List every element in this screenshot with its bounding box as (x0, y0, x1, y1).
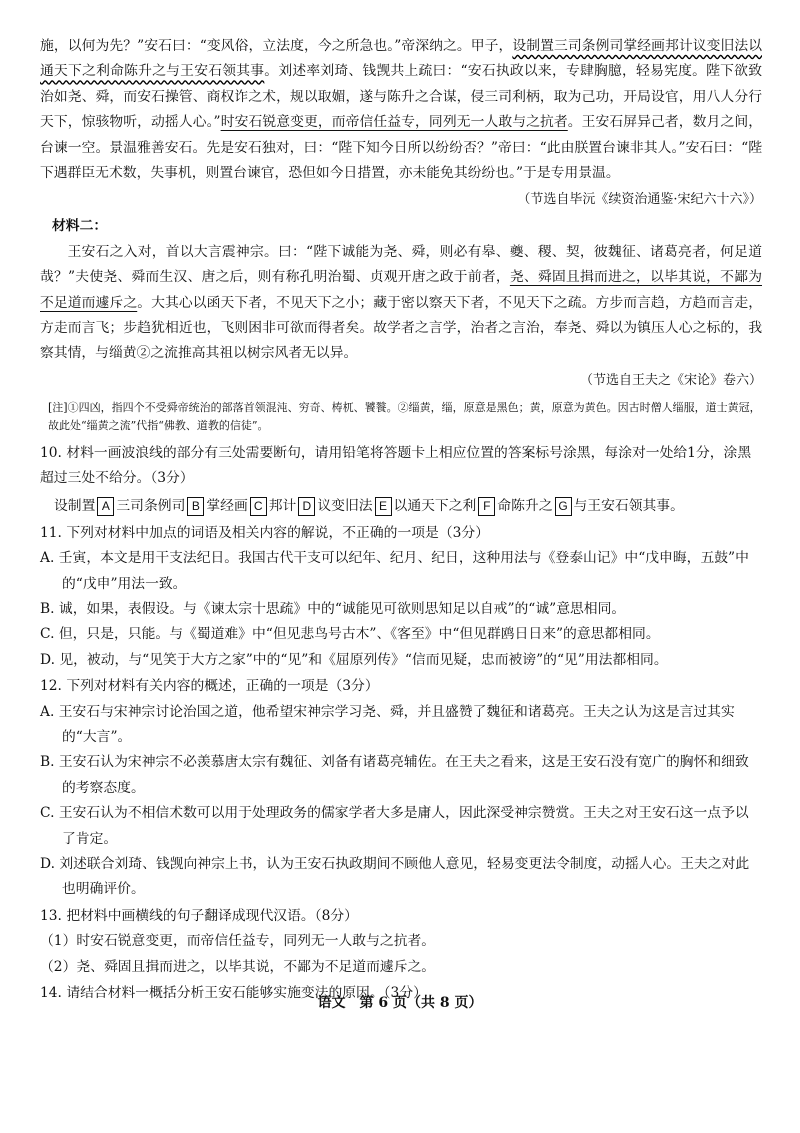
answer-box-g[interactable]: G (555, 497, 572, 516)
question-10 (40, 441, 762, 520)
answer-box-e[interactable]: E (375, 497, 392, 516)
underlined-sentence-1: 时安石锐意变更，而帝信任益专，同列无一人敢与之抗者 (220, 114, 568, 131)
question-11-option-a[interactable]: A. 壬寅，本文是用干支法纪日。我国古代干支可以纪年、纪月、纪日，这种用法与《登泰山记》中“戊申晦，五鼓”中的“戊申”用法一致。 (40, 550, 749, 592)
underlined-sentence-2: 尧、舜固且揖而进之，以毕其说，不鄙为不足道而遽斥之 (40, 269, 762, 311)
annotation-note: [注]①四凶，指四个不受舜帝统治的部落首领混沌、穷奇、梼杌、饕餮。②缁黄，缁，原意是黑色；黄，原意为黄色。因古时僧人缁服，道士黄冠，故此处“缁黄之流”代指“佛教、道教的信徒”。 (48, 400, 761, 432)
wavy-underlined-sentence: 设制置三司条例司掌经画邦计议变旧法以通天下之利命陈升之与王安石领其事 (40, 38, 762, 80)
material-two-source: （节选自王夫之《宋论》卷六） (579, 372, 762, 388)
material-one-source: （节选自毕沅《续资治通鉴·宋纪六十六》） (517, 192, 762, 208)
question-11 (40, 521, 762, 673)
material-one-paragraph: 施，以何为先？”安石曰：“变风俗，立法度，今之所急也。”帝深纳之。甲子，设制置三司条例司掌经画邦计议变旧法以通天下之利命陈升之与王安石领其事。刘述率刘琦、钱觊共上疏曰：“安石执政以来，专肆胸臆，轻易宪度。陛下欲致治如尧、舜，而安石操管、商权诈之术，规以取媚，遂与陈升之合谋，侵三司利柄，取为己功，开局设官，用八人分行天下，惊骇物听，动摇人心。”时安石锐意变更，而帝信任益专，同列无一人敢与之抗者。王安石屏异己者，数月之间，台谏一空。景温雅善安石。先是安石独对，曰：“陛下知今日所以纷纷否？”帝曰：“此由朕置台谏非其人。”安石曰：“陛下遇群臣无术数，失事机，则置台谏官，恐但如今日措置，亦未能免其纷纷也。”于是专用景温。 (40, 38, 763, 182)
question-13-item-2: （2）尧、舜固且揖而进之，以毕其说，不鄙为不足道而遽斥之。 (40, 958, 436, 975)
answer-box-c[interactable]: C (250, 497, 267, 516)
answer-box-d[interactable]: D (298, 497, 315, 516)
question-13-stem: 13. 把材料中画横线的句子翻译成现代汉语。（8分） (40, 907, 358, 924)
page-footer: 语文 第 6 页（共 8 页） (317, 995, 483, 1011)
exam-page (40, 34, 762, 1006)
question-12 (40, 674, 762, 903)
question-11-stem: 11. 下列对材料中加点的词语及相关内容的解说，不正确的一项是（3分） (40, 524, 490, 541)
question-10-stem: 10. 材料一画波浪线的部分有三处需要断句，请用铅笔将答题卡上相应位置的答案标号涂黑，每涂对一处给1分，涂黑超过三处不给分。（3分） (40, 444, 752, 487)
material-two-paragraph: 王安石之入对，首以大言震神宗。曰：“陛下诚能为尧、舜，则必有皋、夔、稷、契，彼魏征、诸葛亮者，何足道哉？”夫使尧、舜而生汉、唐之后，则有称孔明治蜀、贞观开唐之政于前者，尧、舜固且揖而进之，以毕其说，不鄙为不足道而遽斥之。大其心以函天下者，不见天下之小；藏于密以察天下者，不见天下之疏。方步而言趋，方趋而言走，方走而言飞；步趋犹相近也，飞则困非可欲而得者矣。故学者之言学，治者之言治，奉尧、舜以为镇压人心之标的，我察其情，与缁黄②之流推高其祖以树宗风者无以异。 (40, 243, 763, 362)
material-two-heading: 材料二： (52, 218, 108, 235)
question-12-option-c[interactable]: C. 王安石认为不相信术数可以用于处理政务的儒家学者大多是庸人，因此深受神宗赞赏。王夫之对王安石这一点予以了肯定。 (40, 805, 749, 847)
answer-box-a[interactable]: A (97, 497, 114, 516)
question-11-option-d[interactable]: D. 见，被动，与“见笑于大方之家”中的“见”和《屈原列传》“信而见疑，忠而被谤”的“见”用法都相同。 (40, 651, 668, 668)
answer-box-f[interactable]: F (478, 497, 495, 516)
question-14-stem: 14. 请结合材料一概括分析王安石能够实施变法的原因。（3分） (40, 985, 427, 1001)
question-12-option-d[interactable]: D. 刘述联合刘琦、钱觊向神宗上书，认为王安石执政期间不顾他人意见，轻易变更法令制度，动摇人心。王夫之对此也明确评价。 (40, 855, 750, 898)
question-11-option-c[interactable]: C. 但，只是，只能。与《蜀道难》中“但见悲鸟号古木”、《客至》中“但见群鸥日日来”的意思都相同。 (40, 626, 660, 643)
question-12-option-a[interactable]: A. 王安石与宋神宗讨论治国之道，他希望宋神宗学习尧、舜，并且盛赞了魏征和诸葛亮。王夫之认为这是言过其实的“大言”。 (40, 703, 735, 745)
question-13-item-1: （1）时安石锐意变更，而帝信任益专，同列无一人敢与之抗者。 (40, 933, 436, 950)
question-13 (40, 904, 762, 980)
question-12-stem: 12. 下列对材料有关内容的概述，正确的一项是（3分） (40, 678, 379, 695)
question-11-option-b[interactable]: B. 诚，如果，表假设。与《谏太宗十思疏》中的“诚能见可欲则思知足以自戒”的“诚”意思相同。 (40, 600, 626, 617)
question-12-option-b[interactable]: B. 王安石认为宋神宗不必羡慕唐太宗有魏征、刘备有诸葛亮辅佐。在王夫之看来，这是王安石没有宽广的胸怀和细致的考察态度。 (40, 754, 749, 796)
answer-box-b[interactable]: B (187, 497, 204, 516)
question-10-sentence: 设制置 A 三司条例司 B 掌经画 C 邦计 D 议变旧法 E 以通天下之利 F 命陈升之 G 与王安石领其事。 (54, 497, 684, 514)
